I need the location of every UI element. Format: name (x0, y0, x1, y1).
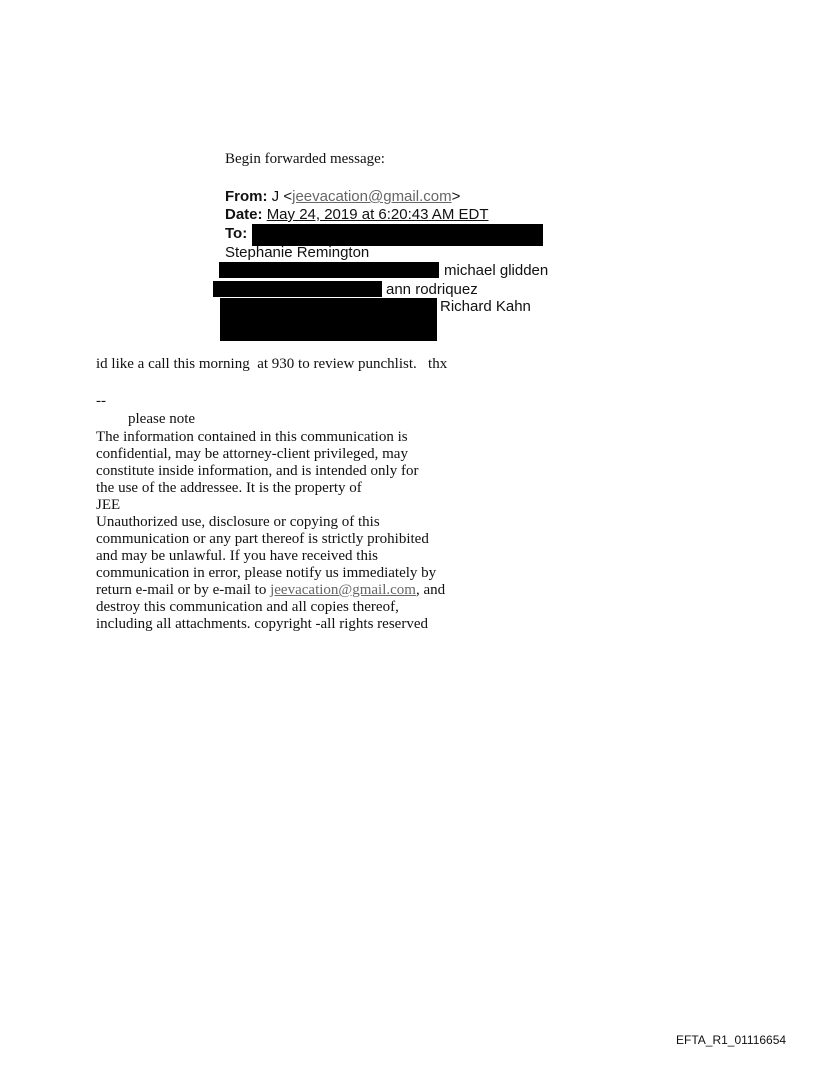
to-line (225, 225, 247, 243)
disclaimer-line: communication in error, please notify us immediately by (96, 565, 437, 581)
redaction-block (219, 262, 439, 278)
message-body: id like a call this morning at 930 to review punchlist. thx (96, 356, 448, 372)
redaction-block (220, 298, 437, 341)
date-line (225, 206, 488, 224)
disclaimer-line: and may be unlawful. If you have received this (96, 548, 378, 564)
signature-note: please note (128, 411, 196, 427)
date-value: May 24, 2019 at 6:20:43 AM EDT (266, 206, 489, 223)
disclaimer-line: JEE (96, 497, 121, 513)
recipient-2: ann rodriquez (386, 281, 478, 298)
disclaimer-email-link[interactable]: jeevacation@gmail.com (270, 582, 416, 598)
to-label: To: (225, 225, 248, 242)
from-label: From: (225, 188, 268, 205)
disclaimer-line: constitute inside information, and is intended only for (96, 463, 419, 479)
recipient-0: Stephanie Remington (225, 244, 370, 261)
disclaimer-line: communication or any part thereof is strictly prohibited (96, 531, 429, 547)
disclaimer-line: confidential, may be attorney-client privileged, may (96, 446, 408, 462)
from-line (225, 188, 460, 206)
redaction-block (252, 224, 543, 246)
recipient-1: michael glidden (444, 262, 549, 279)
date-label: Date: (225, 206, 263, 223)
signature-separator: -- (96, 393, 106, 409)
disclaimer-email-prefix: return e-mail or by e-mail to (96, 582, 271, 598)
disclaimer-email-suffix: , and (415, 582, 446, 598)
redaction-block (213, 281, 382, 297)
disclaimer-line: including all attachments. copyright -all rights reserved (96, 616, 428, 632)
from-email-link[interactable]: jeevacation@gmail.com (292, 188, 452, 205)
disclaimer-line: the use of the addressee. It is the property of (96, 480, 362, 496)
disclaimer-line: destroy this communication and all copies thereof, (96, 599, 399, 615)
disclaimer-line: Unauthorized use, disclosure or copying of this (96, 514, 380, 530)
disclaimer-line: The information contained in this communication is (96, 429, 408, 445)
disclaimer-email-line (96, 582, 445, 599)
disclaimer-block (96, 429, 445, 633)
from-name: J < (271, 188, 293, 205)
from-close: > (451, 188, 461, 205)
forward-intro: Begin forwarded message: (225, 151, 385, 167)
document-id: EFTA_R1_01116654 (676, 1033, 787, 1047)
recipient-3: Richard Kahn (440, 298, 531, 315)
